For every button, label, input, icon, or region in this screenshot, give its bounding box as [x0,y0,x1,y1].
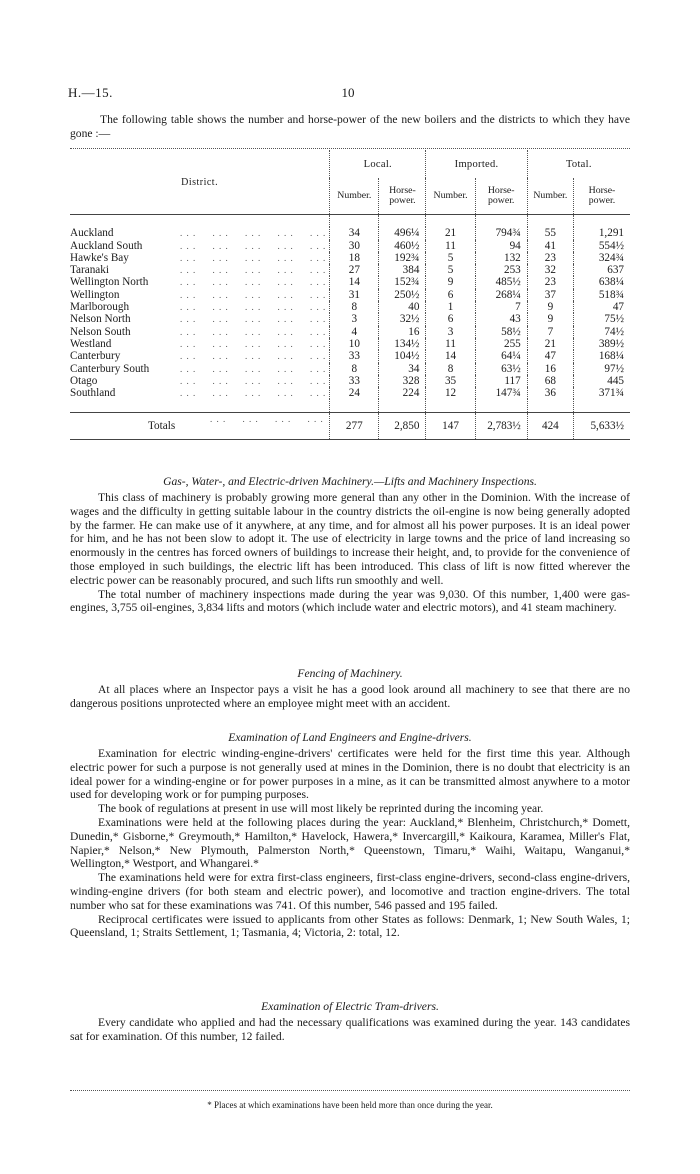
totals-row [70,412,630,439]
imported-hp-cell: 7 [475,301,527,313]
total-hp-cell: 637 [573,264,630,276]
imported-hp-cell: 94 [475,240,527,252]
local-hp-cell: 40 [379,301,426,313]
imported-number-cell: 5 [426,264,475,276]
district-cell: Southland [70,387,118,399]
total-number-header: Number. [527,178,573,215]
imported-hp-cell: 147¾ [475,387,527,399]
local-number-cell: 3 [330,313,379,325]
imported-hp-cell: 117 [475,375,527,387]
imported-hp-cell: 63½ [475,363,527,375]
district-cell: Otago [70,375,100,387]
total-hp-cell: 47 [573,301,630,313]
total-hp-cell: 97½ [573,363,630,375]
footnote-rule [70,1090,630,1091]
table-row [70,276,630,288]
local-hp-cell: 134½ [379,338,426,350]
local-hp-cell: 384 [379,264,426,276]
total-number-cell: 68 [527,375,573,387]
machinery-heading: Gas-, Water-, and Electric-driven Machinery.—Lifts and Machinery Inspections. [163,475,537,488]
tram-paragraph-1: Every candidate who applied and had the necessary qualifications was examined during the year. 143 candidates sat for examination. Of this number, 12 failed. [70,1016,630,1043]
local-number-total: 277 [330,412,379,439]
total-hp-cell: 1,291 [573,227,630,239]
local-hp-cell: 496¼ [379,227,426,239]
local-number-cell: 33 [330,375,379,387]
district-cell: Auckland South [70,240,145,252]
district-cell: Canterbury South [70,363,152,375]
imported-number-cell: 3 [426,326,475,338]
imported-hp-header: Horse- power. [475,178,527,215]
local-hp-header: Horse- power. [379,178,426,215]
imported-number-cell: 11 [426,240,475,252]
table-row [70,387,630,399]
local-number-cell: 8 [330,363,379,375]
imported-number-cell: 21 [426,227,475,239]
local-number-cell: 14 [330,276,379,288]
imported-hp-cell: 64¼ [475,350,527,362]
total-number-cell: 7 [527,326,573,338]
local-hp-cell: 34 [379,363,426,375]
exam-paragraph-5: Reciprocal certificates were issued to applicants from other States as follows: Denmark, 1; New South Wales, 1; Queensland, 1; Straits Settlement, 1; Tasmania, 4; Victoria, 2: total, 12. [70,912,630,940]
district-cell: Nelson North [70,313,134,325]
local-hp-cell: 328 [379,375,426,387]
total-number-cell: 21 [527,338,573,350]
table-row [70,350,630,362]
local-number-cell: 27 [330,264,379,276]
local-hp-total: 2,850 [379,412,426,439]
imported-hp-cell: 132 [475,252,527,264]
exam-paragraph-4: The examinations held were for extra first-class engineers, first-class engine-drivers, second-class engine-drivers, winding-engine drivers (for both steam and electric power), and locomotive and traction engine-drivers. The total number who sat for these examinations was 741. Of this number, 546 passed and 195 failed. [70,871,630,912]
total-number-cell: 55 [527,227,573,239]
table-row [70,264,630,276]
local-number-cell: 10 [330,338,379,350]
district-cell: Canterbury [70,350,123,362]
fencing-heading: Fencing of Machinery. [297,667,403,680]
imported-number-cell: 14 [426,350,475,362]
imported-hp-cell: 253 [475,264,527,276]
exam-paragraph-2: The book of regulations at present in use will most likely be reprinted during the incoming year. [98,802,544,816]
total-number-cell: 32 [527,264,573,276]
total-hp-cell: 168¼ [573,350,630,362]
imported-number-total: 147 [426,412,475,439]
exam-section [70,747,630,940]
local-hp-cell: 250½ [379,289,426,301]
district-cell: Auckland [70,227,117,239]
local-hp-cell: 192¾ [379,252,426,264]
total-hp-cell: 445 [573,375,630,387]
imported-group-header: Imported. [426,150,527,178]
imported-number-cell: 12 [426,387,475,399]
table-row [70,240,630,252]
machinery-paragraph-2: The total number of machinery inspections made during the year was 9,030. Of this number, 1,400 were gas-engines, 3,755 oil-engines, 3,834 lifts and motors (which include water and electric motors), and 41 steam machinery. [70,587,630,615]
imported-hp-total: 2,783½ [475,412,527,439]
imported-hp-cell: 794¾ [475,227,527,239]
total-hp-total: 5,633½ [573,412,630,439]
local-hp-cell: 152¾ [379,276,426,288]
local-hp-cell: 224 [379,387,426,399]
imported-hp-cell: 485½ [475,276,527,288]
local-number-cell: 24 [330,387,379,399]
page-header [68,85,632,101]
district-cell: Nelson South [70,326,134,338]
total-hp-cell: 518¾ [573,289,630,301]
total-hp-cell: 324¾ [573,252,630,264]
total-number-total: 424 [527,412,573,439]
local-hp-cell: 104½ [379,350,426,362]
boilers-table [70,150,630,440]
local-number-cell: 30 [330,240,379,252]
report-reference: H.—15. [68,85,113,100]
imported-hp-cell: 43 [475,313,527,325]
imported-number-cell: 5 [426,252,475,264]
tram-heading: Examination of Electric Tram-drivers. [261,1000,439,1013]
imported-number-cell: 11 [426,338,475,350]
total-hp-cell: 75½ [573,313,630,325]
total-hp-cell: 638¼ [573,276,630,288]
machinery-section [70,491,630,615]
machinery-paragraph-1: This class of machinery is probably growing more general than any other in the Dominion. With the increase of wages and the difficulty in getting suitable labour in the country districts the oil-engine is now being generally adopted by the farmer. He can make use of it anywhere, at any time, and for almost all his power purposes. It is an ideal power for him, and he has not been slow to adopt it. The use of electricity in large towns and the price of land increasing so enormously in the centres has forced owners of buildings to increase their height, and, to provide for the convenience of those employed in such buildings, the electric lift has been introduced. This class of lift is now fitted wherever the electric power can be reasonably procured, and such lifts run smoothly and well. [70,491,630,587]
table-row [70,289,630,301]
imported-hp-cell: 58½ [475,326,527,338]
total-number-cell: 9 [527,313,573,325]
local-number-cell: 18 [330,252,379,264]
local-number-cell: 4 [330,326,379,338]
local-number-cell: 31 [330,289,379,301]
district-cell: Wellington North [70,276,151,288]
total-number-cell: 23 [527,252,573,264]
district-cell: Taranaki [70,264,112,276]
exam-paragraph-3: Examinations were held at the following places during the year: Auckland,* Blenheim, Christchurch,* Domett, Dunedin,* Gisborne,* Greymouth,* Hamilton,* Havelock, Hawera,* Invercargill,* Kaikoura, Karamea, Miller's Flat, Napier,* Nelson,* New Plymouth, Palmerston North,* Queenstown, Timaru,* Waihi, Waitapu, Wanganui,* Wellington,* Westport, and Whangarei.* [70,815,630,871]
district-cell: Hawke's Bay [70,252,132,264]
exam-paragraph-1: Examination for electric winding-engine-drivers' certificates were held for the first time this year. Although electric power for such a purpose is not generally used at mines in the Dominion, there is no doubt that electricity is an ideal power for a winding-engine or for power purposes in a mine, as it can be transmitted almost anywhere to a motor used for developing work or for pumping purposes. [70,747,630,802]
fencing-section [70,683,630,711]
local-hp-cell: 460½ [379,240,426,252]
tram-section [70,1016,630,1044]
total-number-cell: 16 [527,363,573,375]
imported-number-cell: 9 [426,276,475,288]
local-number-cell: 33 [330,350,379,362]
district-cell: Wellington [70,289,122,301]
table-row [70,227,630,239]
table-row [70,375,630,387]
table-row [70,363,630,375]
total-hp-header: Horse- power. [573,178,630,215]
total-hp-cell: 371¾ [573,387,630,399]
local-number-cell: 8 [330,301,379,313]
table-row [70,338,630,350]
total-hp-cell: 389½ [573,338,630,350]
total-number-cell: 36 [527,387,573,399]
total-group-header: Total. [527,150,630,178]
total-number-cell: 9 [527,301,573,313]
district-cell: Marlborough [70,301,132,313]
total-hp-cell: 554½ [573,240,630,252]
footnote: * Places at which examinations have been held more than once during the year. [207,1100,493,1110]
imported-number-cell: 1 [426,301,475,313]
table-row [70,301,630,313]
district-cell: Westland [70,338,114,350]
imported-number-cell: 6 [426,289,475,301]
imported-number-cell: 8 [426,363,475,375]
total-number-cell: 23 [527,276,573,288]
total-number-cell: 37 [527,289,573,301]
total-hp-cell: 74½ [573,326,630,338]
imported-number-header: Number. [426,178,475,215]
local-number-header: Number. [330,178,379,215]
local-hp-cell: 32½ [379,313,426,325]
page-number: 10 [341,85,355,100]
table-row [70,252,630,264]
totals-label: Totals [148,420,178,432]
total-number-cell: 47 [527,350,573,362]
total-number-cell: 41 [527,240,573,252]
local-number-cell: 34 [330,227,379,239]
district-column-header: District. [70,150,330,215]
imported-number-cell: 35 [426,375,475,387]
exam-heading: Examination of Land Engineers and Engine-drivers. [228,731,472,744]
imported-number-cell: 6 [426,313,475,325]
table-top-rule [70,148,630,149]
local-group-header: Local. [330,150,426,178]
table-row [70,313,630,325]
imported-hp-cell: 255 [475,338,527,350]
table-row [70,326,630,338]
fencing-paragraph-1: At all places where an Inspector pays a visit he has a good look around all machinery to see that there are no dangerous positions unprotected where an employee might meet with an accident. [70,683,630,710]
table-intro: The following table shows the number and horse-power of the new boilers and the districts to which they have gone :— [70,113,630,140]
imported-hp-cell: 268¼ [475,289,527,301]
local-hp-cell: 16 [379,326,426,338]
